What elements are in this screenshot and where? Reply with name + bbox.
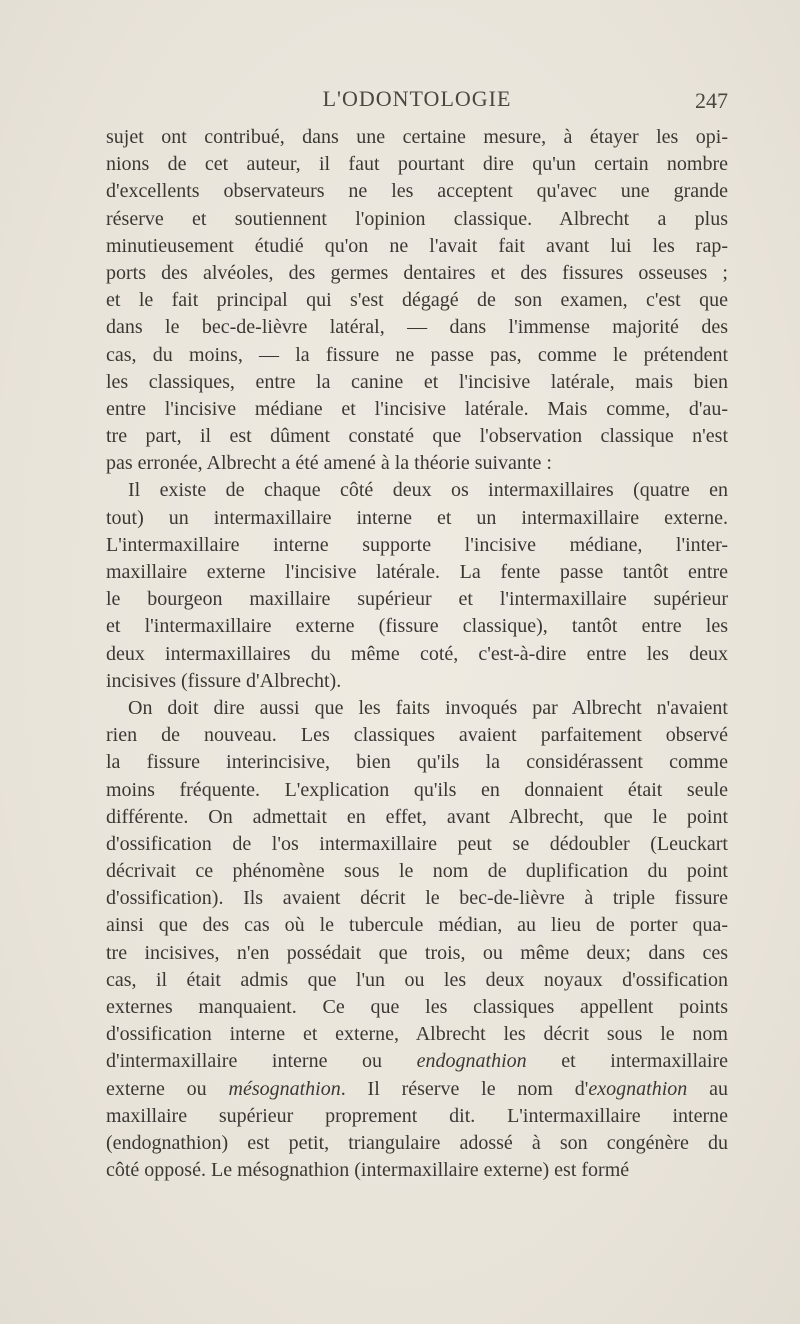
text-line: externe ou mésognathion. Il réserve le nom d'exognathion au xyxy=(106,1077,728,1100)
text-line: réserve et soutiennent l'opinion classique. Albrecht a plus xyxy=(106,207,728,230)
text-line: sujet ont contribué, dans une certaine mesure, à étayer les opi- xyxy=(106,126,728,148)
text-line: d'ossification). Ils avaient décrit le bec-de-lièvre à triple fissure xyxy=(106,887,728,910)
paragraph xyxy=(106,124,728,477)
text-line: minutieusement étudié qu'on ne l'avait fait avant lui les rap- xyxy=(106,234,728,257)
text-line: les classiques, entre la canine et l'incisive latérale, mais bien xyxy=(106,370,728,393)
text-line: et le fait principal qui s'est dégagé de son examen, c'est que xyxy=(106,289,728,312)
text-line: la fissure interincisive, bien qu'ils la considérassent comme xyxy=(106,751,728,774)
text-line: ports des alvéoles, des germes dentaires et des fissures osseuses ; xyxy=(106,261,728,284)
text-line: maxillaire supérieur proprement dit. L'intermaxillaire interne xyxy=(106,1104,728,1127)
italic-term: endognathion xyxy=(416,1050,527,1073)
text-line: maxillaire externe l'incisive latérale. La fente passe tantôt entre xyxy=(106,561,728,583)
text-line: L'intermaxillaire interne supporte l'incisive médiane, l'inter- xyxy=(106,533,728,556)
text-line: cas, il était admis que l'un ou les deux noyaux d'ossification xyxy=(106,968,728,991)
text-line: incisives (fissure d'Albrecht). xyxy=(106,669,342,692)
paragraph xyxy=(106,477,728,695)
text-line: moins fréquente. L'explication qu'ils en donnaient était seule xyxy=(106,778,728,801)
text-line: tre incisives, n'en possédait que trois, ou même deux; dans ces xyxy=(106,941,728,964)
running-title: L'ODONTOLOGIE xyxy=(322,86,512,111)
paragraph xyxy=(106,695,728,1184)
text-line: rien de nouveau. Les classiques avaient parfaitement observé xyxy=(106,724,728,747)
text-line: d'ossification interne et externe, Albrecht les décrit sous le nom xyxy=(106,1023,728,1046)
text-line: d'excellents observateurs ne les acceptent qu'avec une grande xyxy=(106,180,728,203)
text-line: décrivait ce phénomène sous le nom de duplification du point xyxy=(106,860,728,883)
text-line: (endognathion) est petit, triangulaire adossé à son congénère du xyxy=(106,1131,728,1154)
text-line: externes manquaient. Ce que les classiques appellent points xyxy=(106,996,728,1018)
text-line: tout) un intermaxillaire interne et un intermaxillaire externe. xyxy=(106,506,728,529)
text-line: On doit dire aussi que les faits invoqués par Albrecht n'avaient xyxy=(128,696,728,719)
text-line: cas, du moins, — la fissure ne passe pas, comme le prétendent xyxy=(106,343,728,366)
text-line: tre part, il est dûment constaté que l'observation classique n'est xyxy=(106,425,728,448)
text-line: côté opposé. Le mésognathion (intermaxillaire externe) est formé xyxy=(106,1159,630,1182)
text-line: d'intermaxillaire interne ou endognathion et intermaxillaire xyxy=(106,1050,728,1073)
text-line: nions de cet auteur, il faut pourtant dire qu'un certain nombre xyxy=(106,153,728,176)
italic-term: exognathion xyxy=(588,1077,688,1100)
page-header xyxy=(106,86,728,116)
text-line: Il existe de chaque côté deux os intermaxillaires (quatre en xyxy=(128,479,728,502)
text-line: différente. On admettait en effet, avant Albrecht, que le point xyxy=(106,805,728,828)
text-line: ainsi que des cas où le tubercule médian, au lieu de porter qua- xyxy=(106,914,728,937)
text-line: pas erronée, Albrecht a été amené à la théorie suivante : xyxy=(106,452,552,475)
text-line: dans le bec-de-lièvre latéral, — dans l'immense majorité des xyxy=(106,316,728,339)
text-line: le bourgeon maxillaire supérieur et l'intermaxillaire supérieur xyxy=(106,588,728,611)
text-line: et l'intermaxillaire externe (fissure classique), tantôt entre les xyxy=(106,615,728,638)
page-number: 247 xyxy=(695,88,728,113)
text-line: d'ossification de l'os intermaxillaire peut se dédoubler (Leuckart xyxy=(106,832,728,855)
body-text xyxy=(106,124,728,1184)
italic-term: mésognathion xyxy=(228,1077,341,1100)
text-line: deux intermaxillaires du même coté, c'est-à-dire entre les deux xyxy=(106,642,728,665)
text-line: entre l'incisive médiane et l'incisive latérale. Mais comme, d'au- xyxy=(106,397,728,420)
